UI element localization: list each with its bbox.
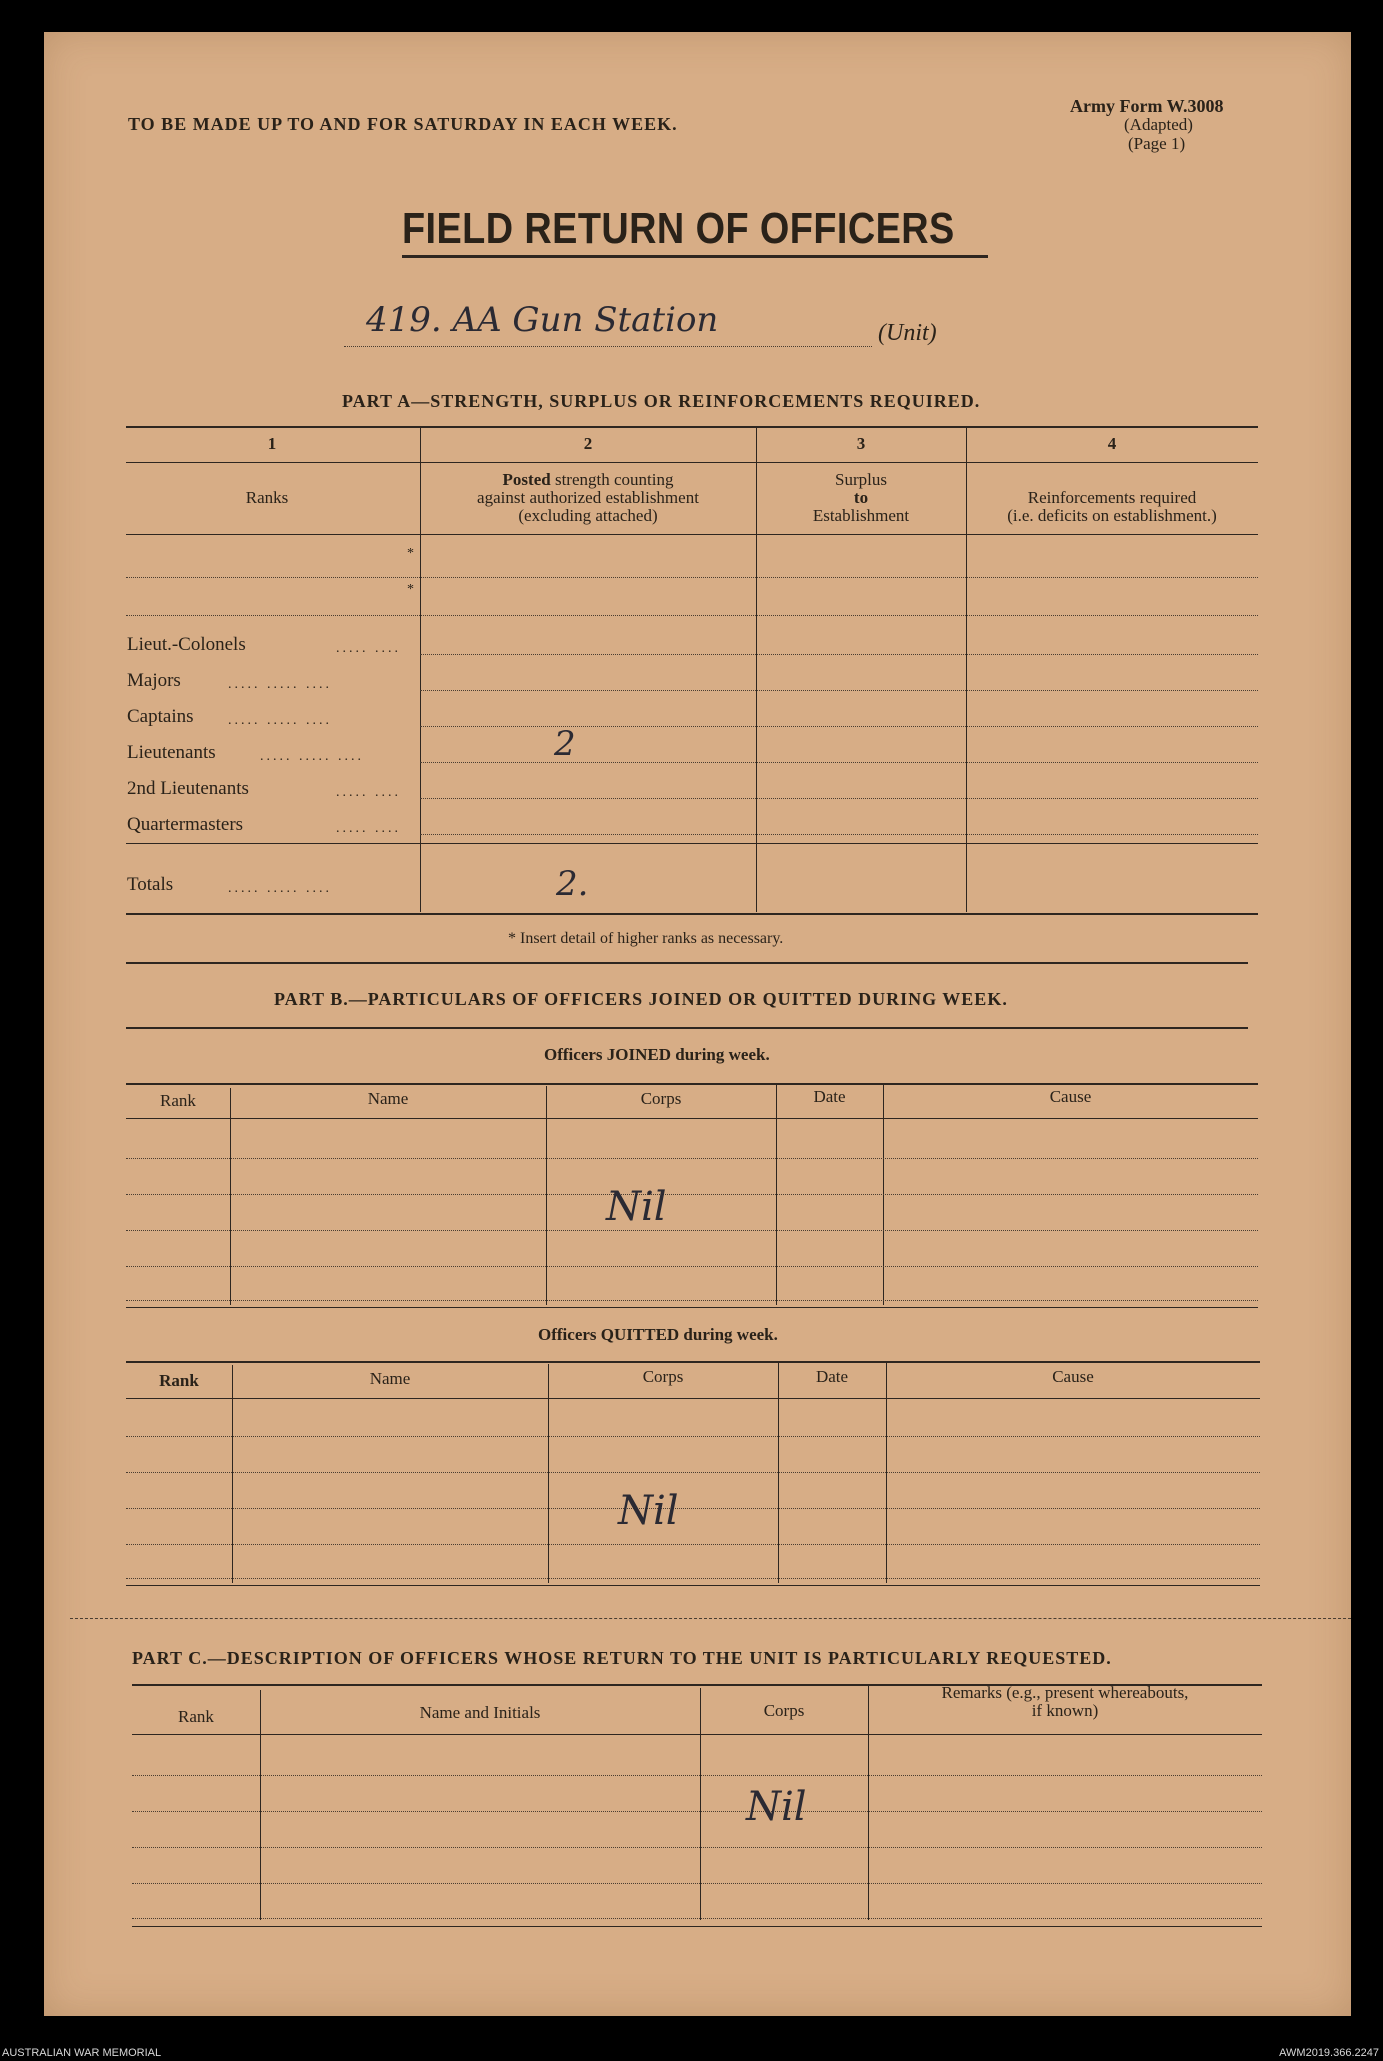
row-line [420, 690, 1258, 691]
row-line [126, 1158, 1258, 1159]
part-a-vline-3 [966, 428, 967, 912]
leader-dots: ..... .... [336, 641, 401, 656]
title-underline [402, 255, 988, 258]
form-adapted: (Adapted) [1124, 115, 1193, 134]
row-line [126, 1300, 1258, 1301]
row-line [126, 1436, 1260, 1437]
part-c-col-remarks [868, 1684, 1262, 1720]
row-line [126, 1472, 1260, 1473]
joined-bottom-rule [126, 1307, 1258, 1308]
asterisk-mark: * [407, 546, 414, 561]
joined-vline [230, 1088, 231, 1305]
quitted-col-date: Date [815, 1367, 849, 1386]
part-c-vline [700, 1688, 701, 1920]
row-line [132, 1847, 1262, 1848]
form-page: (Page 1) [1128, 134, 1186, 153]
lieutenants-posted-value: 2 [554, 724, 576, 764]
joined-header-rule [126, 1118, 1258, 1119]
joined-col-name: Name [367, 1089, 409, 1108]
quitted-col-rank: Rank [159, 1371, 199, 1390]
quitted-title: Officers QUITTED during week. [538, 1325, 778, 1344]
row-line [420, 654, 1258, 655]
joined-col-date: Date [813, 1087, 846, 1106]
posted-line3: (excluding attached) [518, 506, 658, 525]
rank-label: Lieut.-Colonels [127, 634, 246, 655]
rank-label: Lieutenants [127, 742, 216, 763]
part-c-vline [260, 1690, 261, 1920]
row-line [126, 1230, 1258, 1231]
joined-col-cause: Cause [1049, 1087, 1092, 1106]
totals-value: 2. [556, 864, 589, 904]
joined-title: Officers JOINED during week. [544, 1045, 770, 1064]
row-line [420, 798, 1258, 799]
surplus-header [756, 471, 966, 525]
row-line [126, 1194, 1258, 1195]
part-c-col-name: Name and Initials [419, 1703, 541, 1722]
surplus-line2: to [853, 488, 869, 507]
header-bottom-rule [126, 534, 1258, 535]
part-c-bottom-rule [132, 1926, 1262, 1927]
row-line [126, 615, 1258, 616]
page-title: FIELD RETURN OF OFFICERS [402, 204, 955, 253]
leader-dots: ..... ..... .... [228, 713, 332, 728]
leader-dots: ..... .... [336, 821, 401, 836]
asterisk-mark: * [407, 582, 414, 597]
reinforcements-header [966, 489, 1258, 525]
col-number-4: 4 [1107, 434, 1117, 453]
row-line [420, 834, 1258, 835]
quitted-header-rule [126, 1398, 1260, 1399]
unit-label: (Unit) [878, 320, 937, 346]
row-line [126, 1266, 1258, 1267]
joined-nil-entry: Nil [606, 1184, 667, 1230]
ranks-header: Ranks [245, 488, 289, 507]
rank-label: Majors [127, 670, 181, 691]
quitted-col-name: Name [369, 1369, 411, 1388]
surplus-line1: Surplus [835, 470, 887, 489]
posted-line2: against authorized establishment [477, 488, 699, 507]
joined-vline [776, 1085, 777, 1305]
leader-dots: ..... .... [336, 785, 401, 800]
posted-header [420, 471, 756, 525]
quitted-nil-entry: Nil [618, 1488, 679, 1534]
reinf-line2: (i.e. deficits on establishment.) [1007, 506, 1217, 525]
totals-top-rule [126, 843, 1258, 844]
quitted-col-corps: Corps [642, 1367, 684, 1386]
quitted-col-cause: Cause [1052, 1367, 1094, 1386]
reinf-line1: Reinforcements required [1027, 488, 1197, 507]
rank-label: 2nd Lieutenants [127, 778, 249, 799]
quitted-top-rule [126, 1361, 1260, 1363]
row-line [132, 1883, 1262, 1884]
joined-col-corps: Corps [640, 1089, 682, 1108]
surplus-line3: Establishment [812, 506, 910, 525]
part-c-header-rule [132, 1734, 1262, 1735]
joined-vline [883, 1085, 884, 1305]
footer-source: AUSTRALIAN WAR MEMORIAL [2, 2047, 162, 2059]
leader-dots: ..... ..... .... [228, 881, 332, 896]
row-line [126, 577, 1258, 578]
row-line [132, 1775, 1262, 1776]
part-a-vline-1 [420, 428, 421, 912]
footnote: * Insert detail of higher ranks as necessary. [508, 930, 784, 947]
col-number-2: 2 [583, 434, 593, 453]
remarks-line1: Remarks (e.g., present whereabouts, [941, 1683, 1189, 1702]
part-b-top-rule [126, 1027, 1248, 1029]
quitted-bottom-rule [126, 1585, 1260, 1586]
quitted-vline [548, 1364, 549, 1583]
part-a-end-rule [126, 962, 1248, 964]
quitted-vline [232, 1365, 233, 1583]
part-c-nil-entry: Nil [746, 1784, 807, 1830]
quitted-vline [886, 1363, 887, 1583]
row-line [126, 1508, 1260, 1509]
part-a-top-rule [126, 426, 1258, 428]
col-number-3: 3 [856, 434, 866, 453]
joined-vline [546, 1086, 547, 1305]
part-b-title: PART B.—PARTICULARS OF OFFICERS JOINED OR QUITTED DURING WEEK. [274, 989, 1008, 1009]
row-line [132, 1918, 1262, 1919]
quitted-vline [778, 1363, 779, 1583]
col-number-rule [126, 462, 1258, 463]
totals-label: Totals [127, 874, 174, 895]
joined-col-rank: Rank [160, 1091, 196, 1110]
part-a-title: PART A—STRENGTH, SURPLUS OR REINFORCEMENTS REQUIRED. [342, 391, 981, 411]
part-a-vline-2 [756, 428, 757, 912]
joined-top-rule [126, 1083, 1258, 1085]
rank-label: Captains [127, 706, 194, 727]
form-id: Army Form W.3008 [1070, 96, 1224, 116]
part-a-bottom-rule [126, 913, 1258, 915]
row-line [126, 1578, 1260, 1579]
part-c-col-corps: Corps [763, 1701, 805, 1720]
unit-dotted-line [344, 346, 872, 347]
posted-bold: Posted [502, 470, 551, 489]
rank-label: Quartermasters [127, 814, 244, 835]
row-line [132, 1811, 1262, 1812]
posted-line1: strength counting [554, 470, 674, 489]
row-line [126, 1544, 1260, 1545]
row-line [420, 726, 1258, 727]
instruction-text: TO BE MADE UP TO AND FOR SATURDAY IN EACH WEEK. [128, 114, 678, 134]
col-number-1: 1 [267, 434, 277, 453]
leader-dots: ..... ..... .... [228, 677, 332, 692]
remarks-line2: if known) [1031, 1701, 1099, 1720]
footer-accession: AWM2019.366.2247 [1279, 2047, 1379, 2059]
part-c-title: PART C.—DESCRIPTION OF OFFICERS WHOSE RETURN TO THE UNIT IS PARTICULARLY REQUESTED. [132, 1648, 1112, 1668]
leader-dots: ..... ..... .... [260, 749, 364, 764]
unit-value: 419. AA Gun Station [366, 300, 719, 340]
part-c-col-rank: Rank [178, 1707, 214, 1726]
perforation-line [70, 1618, 1351, 1619]
part-c-vline [868, 1686, 869, 1920]
row-line [420, 762, 1258, 763]
